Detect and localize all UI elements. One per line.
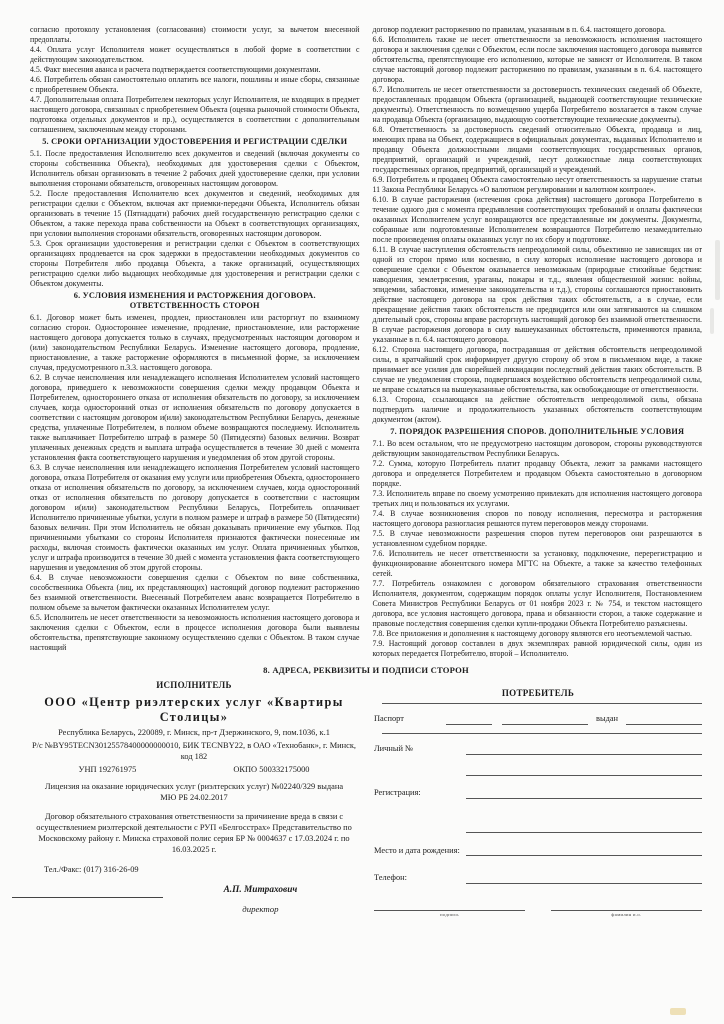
okpo-value: ОКПО 500332175000: [233, 765, 310, 775]
insurance-info: Договор обязательного страхования ответственности за причинение вреда в связи с осуществлением риэлтерской деятельности с РУП «Белгосстрах» Представительство по Московскому району г. Минска страховой полис серия БР № 0004637 с 17.03.2024 г. по 16.03.2025 г.: [36, 811, 352, 854]
bank-details: Р/с №BY95TECN30125578400000000010, БИК TECNBY22, в ОАО «Технобанк», г. Минск, код 182: [32, 741, 356, 762]
contract-paragraph: 6.10. В случае расторжения (истечения срока действия) настоящего договора Потребителю в течение одного дня с момента предъявления соответствующих требований и оплаты фактически оказанных Исполнителем услуг возвращаются все представленные им документы. Документы, собранные или подготовленные Исполнителем возвращаются Потребителю незамедлительно после произведения оплаты оказанных услуг по их сбору и подготовке.: [372, 195, 702, 244]
contract-paragraph: 6.5. Исполнитель не несет ответственности за невозможность исполнения настоящего договора и заключения сделки с Объектом, если в процессе исполнения договора были выявлены обстоятельства, препятствующие законному осуществлению сделки с Объектом. В таком случае настоящий: [30, 612, 360, 652]
phone-fax: Тел./Факс: (017) 316-26-09: [44, 865, 139, 875]
consumer-signature-row: [374, 910, 702, 918]
contract-paragraph: 6.2. В случае неисполнения или ненадлежащего исполнения Исполнителем условий настоящего договора, приведшего к невозможности совершения сделки между продавцом Объекта и Потребителем, одностороннего отказа от исполнения обязательств по договору, за исключением случаев, когда односторонний отказ от исполнения обязательств по договору допускается в соответствии с настоящим договором и(или) законодательством Республики Беларусь, денежные средства, уплаченные Потребителем, в полном объеме возвращаются последнему. Исполнитель также выплачивает Потребителю штраф в размере 50 (Пятидесяти) базовых величин. Возврат уплаченных денежных средств и выплата штрафа осуществляется в течение 30 дней с момента установления факта соответствующего нарушения и уведомления об этом другой стороны.: [30, 372, 360, 462]
executor-block: [30, 678, 358, 919]
section-heading: 7. ПОРЯДОК РАЗРЕШЕНИЯ СПОРОВ. ДОПОЛНИТЕЛЬНЫЕ УСЛОВИЯ: [390, 427, 685, 436]
contract-paragraph: 7.2. Сумма, которую Потребитель платит продавцу Объекта, лежит за рамками настоящего договора и определяется Потребителем и продавцом Объекта самостоятельно в договорном порядке.: [372, 458, 702, 488]
contract-paragraph: 7.9. Настоящий договор составлен в двух экземплярах равной юридической силы, один из которых передается Потребителю, второй – Исполнителю.: [372, 638, 702, 658]
contract-paragraph: 6.9. Потребитель и продавец Объекта самостоятельно несут ответственность за нарушение статьи 11 Закона Республики Беларусь «О валютном регулировании и валютном контроле».: [372, 175, 702, 194]
passport-label: Паспорт: [374, 714, 404, 724]
consumer-signature-line: [374, 910, 525, 911]
contract-paragraph: 6.7. Исполнитель не несет ответственности за достоверность технических сведений об Объекте, предоставленных продавцом Объекта (организацией, выдающей соответствующие технические документы). Ответственность по возмещению ущерба Потребителю возлагается в таком случае на продавца Объекта (организацию, выдающую соответствующие технические документы).: [372, 85, 702, 124]
scan-artifact: [715, 240, 720, 300]
contract-paragraph: 7.4. В случае возникновения споров по поводу исполнения, пересмотра и расторжения настоящего договора разногласия решаются путем переговоров между сторонами.: [372, 508, 702, 528]
passport-series-line: [446, 713, 492, 725]
contract-paragraph: 4.7. Дополнительная оплата Потребителем некоторых услуг Исполнителя, не входящих в предмет настоящего договора, связанных с приобретением Объекта (оценка рыночной стоимости Объекта, подготовка отдельных документов и пр.), осуществляется в соответствии с дополнительным соглашением, заключенным между сторонами.: [30, 95, 360, 134]
passport-row: [374, 713, 702, 725]
registration-row: [374, 764, 702, 799]
signature-field: [374, 910, 525, 918]
section-heading: 5. СРОКИ ОРГАНИЗАЦИИ УДОСТОВЕРЕНИЯ И РЕГИСТРАЦИИ СДЕЛКИ: [42, 137, 348, 146]
section8-heading: 8. АДРЕСА, РЕКВИЗИТЫ И ПОДПИСИ СТОРОН: [263, 664, 469, 675]
contract-paragraph: 6.6. Исполнитель также не несет ответственности за невозможность исполнения настоящего договора и заключения сделки с Объектом, если после заключения настоящего договора выявятся обстоятельства, препятствующие его исполнению, которые не зависят от Исполнителя. В таком случае настоящий договор подлежит расторжению по правилам, указанным в п. 6.4. настоящего договора.: [372, 35, 702, 84]
personal-no-row: [374, 743, 702, 755]
requisites-section: [30, 678, 702, 919]
contract-paragraph: 7.6. Исполнитель не несет ответственности за установку, подключение, перерегистрацию и функционирование абонентского номера МГТС на Объекте, а также за качество телефонных сетей.: [372, 548, 702, 578]
fullname-field: [551, 910, 702, 918]
license-info: Лицензия на оказание юридических услуг (риэлтерских услуг) №02240/329 выдана МЮ РБ 24.02.2017: [44, 781, 344, 802]
contract-paragraph: 4.5. Факт внесения аванса и расчета подтверждается соответствующими документами.: [30, 65, 321, 74]
contract-paragraph: 6.13. Сторона, ссылающаяся на действие обстоятельств непреодолимой силы, обязана подтвердить наличие и продолжительность указанных обстоятельств соответствующим документом (актом).: [372, 395, 702, 424]
birthplace-label: Место и дата рождения:: [374, 845, 460, 855]
contract-paragraph: 6.8. Ответственность за достоверность сведений относительно Объекта, продавца и лиц, имеющих права на Объект, содержащиеся в официальных документах, выданных Исполнителю и продавцу Объекта должностными лицами соответствующих государственных органов, предприятий, организаций и учреждений, несут должностные лица соответствующих государственных органов, предприятий, организаций и учреждений.: [372, 125, 702, 174]
passport-issued-line: [626, 713, 702, 725]
personal-no-label: Личный №: [374, 744, 414, 754]
phone-row: [374, 872, 702, 884]
signature-caption: подпись: [440, 912, 459, 918]
contract-columns: [30, 25, 702, 659]
birth-line-2: [466, 844, 702, 856]
passport-underline: [382, 733, 702, 734]
consumer-role-heading: ПОТРЕБИТЕЛЬ: [501, 687, 575, 698]
contract-paragraph: 5.1. После предоставления Исполнителю всех документов и сведений (включая документы со стороны собственника Объекта), необходимых для удостоверения сделки с Объектом, Исполнитель обязан организовать в течение 2 рабочих дней удостоверение сделки, при условии выполнения сторонами обязательств, оговоренных настоящим договором.: [30, 148, 360, 188]
left-column: [30, 25, 360, 659]
contract-paragraph: 7.7. Потребитель ознакомлен с договором обязательного страхования ответственности Исполнителя, документом, содержащим порядок оплаты услуг Исполнителя, Постановлением Совета Министров Республики Беларусь от 01 ноября 2023 г. № 754, и текстом настоящего договора, все условия настоящего договора, права и обязанности сторон, а также содержание и правовые последствия совершения сделки купли-продажи Объекта Потребителю разъяснены.: [372, 578, 702, 628]
contract-paragraph: 7.3. Исполнитель вправе по своему усмотрению привлекать для исполнения настоящего договора третьих лиц и пользоваться их услугами.: [372, 488, 702, 508]
contract-paragraph: 7.5. В случае невозможности разрешения споров путем переговоров они разрешаются в установленном судебном порядке.: [372, 528, 702, 548]
consumer-name-sig-line: [551, 910, 702, 911]
contract-paragraph: согласно протоколу установления (согласования) стоимости услуг, за вычетом внесенной предоплаты.: [30, 25, 360, 44]
contract-paragraph: 5.3. Срок организации удостоверения и регистрации сделки с Объектом в соответствующих организациях продлевается на срок задержки в предоставлении необходимых документов со стороны Потребителя либо продавца Объекта, а также организаций, осуществляющих регистрацию сделки либо выдающих необходимые для удостоверения и регистрации сделки с Объектом документы.: [30, 238, 360, 288]
registration-line-1: [466, 764, 702, 776]
scan-artifact: [670, 1008, 686, 1015]
contract-paragraph: 7.8. Все приложения и дополнения к настоящему договору являются его неотъемлемой частью.: [372, 628, 693, 638]
section-heading: 6. УСЛОВИЯ ИЗМЕНЕНИЯ И РАСТОРЖЕНИЯ ДОГОВОРА. ОТВЕТСТВЕННОСТЬ СТОРОН: [73, 290, 316, 311]
executor-signature-row: [30, 884, 358, 916]
right-column: [373, 25, 703, 659]
birth-row: [374, 821, 702, 856]
registration-line-2: [466, 787, 702, 799]
codes-row: [30, 765, 358, 776]
personal-no-line: [466, 743, 702, 755]
contract-paragraph: 6.1. Договор может быть изменен, продлен, приостановлен или расторгнут по взаимному согласию сторон. Одностороннее изменение, продление, приостановление, или расторжение настоящего договора допускается только в случаях, предусмотренных настоящим договором и (или) законодательством Республики Беларусь. Изменение настоящего договора, продление, приостановление, а также расторжение оформляются в письменной форме, за исключением случая, предусмотренного п.3.3. настоящего договора.: [30, 312, 360, 372]
birth-line-1: [466, 821, 702, 833]
contract-paragraph: 5.2. После предоставления Исполнителю всех документов и сведений, необходимых для регистрации сделки с Объектом, включая акт приемки-передачи Объекта, Исполнитель обязан организовать в течение 15 (Пятнадцати) рабочих дней государственную регистрацию сделки с Объектом, а также перехода права собственности на Объект в соответствующих организациях, при условии выполнения сторонами обязательств, оговоренных настоящим договором.: [30, 188, 360, 238]
signatory-title: директор: [242, 904, 279, 915]
contract-paragraph: договор подлежит расторжению по правилам, указанным в п. 6.4. настоящего договора.: [372, 25, 666, 34]
contract-paragraph: 6.11. В случае наступления обстоятельств непреодолимой силы, объективно не зависящих ни от одной из сторон прямо или косвенно, в силу которых исполнение настоящего договора и совершение сделки с Объектом оказывается невозможным (природные стихийные бедствия: наводнения, землетрясения, ураганы, пожары и т.д., явления общественной жизни: войны, эпидемии, забастовки, изменение законодательства и т.д.), стороны соглашаются приостановить действие настоящего договора на срок действия таких обстоятельств, а в случае, если прекращение действия таких обстоятельств не предвидится или они затягиваются на слишком длительный срок, стороны вправе расторгнуть настоящий договор без взаимной ответственности. В случае расторжения договора в силу вышеуказанных обстоятельств, применяются правила, указанные в п. 6.4. настоящего договора.: [372, 245, 702, 344]
executor-role-heading: ИСПОЛНИТЕЛЬ: [156, 679, 232, 690]
issued-label: выдан: [596, 714, 619, 724]
contract-paragraph: 7.1. Во всем остальном, что не предусмотрено настоящим договором, стороны руководствуются действующим законодательством Республики Беларусь.: [372, 438, 702, 458]
contract-paragraph: 4.4. Оплата услуг Исполнителя может осуществляться в любой форме в соответствии с действующим законодательством.: [30, 45, 360, 64]
scan-artifact: [710, 308, 714, 334]
executor-signatory: [163, 884, 358, 916]
contract-paragraph: 6.3. В случае неисполнения или ненадлежащего исполнения Потребителем условий настоящего договора, отказа Потребителя от оказания ему услуги или приобретения Объекта, одностороннего отказа от исполнения обязательств по договору, за исключением случаев, когда односторонний отказ от исполнения обязательств по договору допускается в соответствии с настоящим договором и(или) законодательством Республики Беларусь, Потребитель оплачивает Исполнителю причиненные убытки, услуги в полном размере и штраф в размере 50 (Пятидесяти) базовых величин. При этом Исполнитель не обязан доказывать причинение ему убытков. Под причиненными убытками со стороны Исполнителя признаются фактически понесенные им расходы, включая стоимость фактически оказанных им услуг. Оплата причиненных убытков, услуг и штрафа производится в течение 30 дней с момента установления факта соответствующего нарушения и уведомления об этом другой стороны.: [30, 462, 360, 572]
phone-line: [466, 872, 702, 884]
contract-paragraph: 6.4. В случае невозможности совершения сделки с Объектом по вине собственника, сособственника Объекта (лиц, их представляющих) настоящий договор подлежит расторжению без взаимной ответственности. Внесенный Потребителем аванс возвращается Потребителю в полном объеме за вычетом фактически оказанных Исполнителем услуг.: [30, 572, 360, 612]
executor-signature-line: [12, 884, 163, 898]
contract-paragraph: 6.12. Сторона настоящего договора, пострадавшая от действия обстоятельств непреодолимой силы, в кратчайший срок информирует другую сторону об этом в письменном виде, а также принимает все усилия для скорейшей ликвидации последствий действия таких обстоятельств. В случае не уведомления сторона, подвергшаяся воздействию обстоятельств непреодолимой силы, не вправе ссылаться на вышеуказанные обстоятельства, как освобождающие от ответственности.: [372, 345, 702, 394]
name-caption: фамилия и.о.: [611, 912, 642, 918]
passport-number-line: [502, 713, 588, 725]
company-name: ООО «Центр риэлтерских услуг «Квартиры Столицы»: [44, 695, 344, 724]
company-address: Республика Беларусь, 220089, г. Минск, пр-т Дзержинского, 9, пом.1036, к.1: [58, 728, 330, 738]
signatory-name: А.П. Митрахович: [223, 885, 298, 896]
contract-paragraph: 4.6. Потребитель обязан самостоятельно оплатить все налоги, пошлины и иные сборы, связанные с приобретением Объекта.: [30, 75, 360, 94]
consumer-block: [374, 678, 702, 919]
phone-label: Телефон:: [374, 873, 407, 883]
consumer-name-line: [382, 703, 702, 704]
unp-value: УНП 192761975: [78, 765, 137, 775]
registration-label: Регистрация:: [374, 788, 421, 798]
